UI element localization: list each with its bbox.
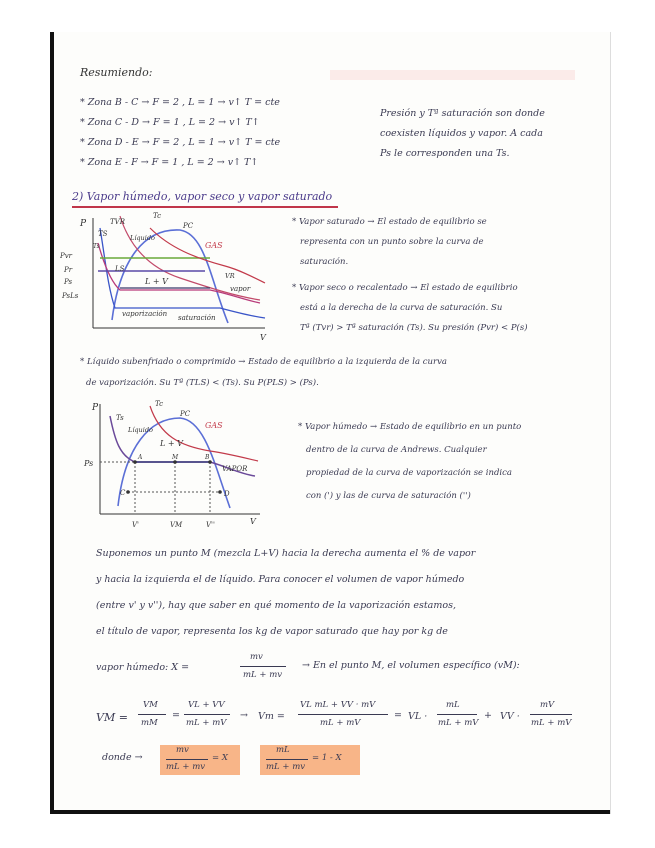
- frac-den: mL + mv: [166, 762, 206, 772]
- note-line: está a la derecha de la curva de saturación. Su: [300, 303, 503, 313]
- andrews-diagram-2: [80, 396, 270, 531]
- frac-num: mv: [250, 652, 263, 662]
- frac-num: mV: [540, 700, 555, 710]
- svg-text:D: D: [224, 490, 230, 498]
- svg-text:A: A: [138, 454, 143, 461]
- donde-label: donde →: [102, 752, 143, 763]
- svg-text:vaporización: vaporización: [122, 310, 168, 318]
- liquid-note-line: de vaporización. Su Tª (TLS) < (Ts). Su P(PLS) > (Ps).: [86, 378, 319, 388]
- svg-text:L + V: L + V: [160, 439, 183, 448]
- svg-text:Ts: Ts: [93, 243, 100, 250]
- svg-text:GAS: GAS: [205, 241, 223, 250]
- svg-text:VR: VR: [225, 272, 235, 280]
- svg-text:PC: PC: [183, 222, 194, 230]
- svg-text:Pr: Pr: [64, 266, 73, 274]
- svg-text:Ps: Ps: [64, 278, 73, 286]
- svg-text:P: P: [92, 403, 99, 413]
- note-line: representa con un punto sobre la curva de: [300, 237, 484, 247]
- svg-text:PsLs: PsLs: [62, 292, 79, 300]
- svg-text:V: V: [260, 333, 266, 342]
- fraction-bar: [184, 714, 230, 715]
- fraction-bar: [437, 714, 477, 715]
- note-line: * Vapor seco o recalentado → El estado de equilibrio: [292, 283, 518, 293]
- plus: +: [484, 710, 492, 721]
- frac-result: = 1 - X: [312, 753, 342, 763]
- svg-text:PC: PC: [180, 410, 191, 418]
- svg-text:LS: LS: [115, 265, 125, 273]
- title-definition: vapor húmedo: X =: [96, 662, 190, 673]
- frac-num: VL mL + VV · mV: [300, 700, 376, 710]
- side-note-line: Presión y Tª saturación son donde: [380, 108, 545, 119]
- eq-vl: VL ·: [408, 711, 428, 722]
- svg-text:Tc: Tc: [155, 400, 164, 408]
- svg-text:Líquido: Líquido: [128, 426, 153, 434]
- note-line: * Vapor húmedo → Estado de equilibrio en un punto: [298, 422, 522, 432]
- andrews-diagram-1: [60, 208, 275, 343]
- arrow: →: [240, 710, 248, 721]
- svg-text:V': V': [132, 521, 139, 529]
- svg-text:Pvr: Pvr: [60, 252, 73, 260]
- note-line: * Vapor saturado → El estado de equilibrio se: [292, 217, 487, 227]
- note-line: saturación.: [300, 257, 349, 267]
- frac-den: mL + mV: [438, 718, 479, 728]
- zone-line: * Zona E - F → F = 1 , L = 2 → v↑ T↑: [80, 157, 259, 168]
- frac-den: mL + mV: [531, 718, 572, 728]
- fraction-bar: [266, 759, 308, 760]
- svg-text:TVR: TVR: [110, 218, 125, 226]
- fraction-bar: [298, 714, 388, 715]
- frac-den: mL + mv: [243, 670, 283, 680]
- faint-highlight: [330, 70, 575, 80]
- note-line: propiedad de la curva de vaporización se indica: [306, 468, 512, 478]
- frac-den: mL + mV: [320, 718, 361, 728]
- svg-text:V'': V'': [206, 521, 215, 529]
- svg-text:M: M: [172, 454, 179, 461]
- paragraph-line: el título de vapor, representa los kg de vapor saturado que hay por kg de: [96, 626, 448, 637]
- frac-num: mL: [446, 700, 460, 710]
- zone-line: * Zona D - E → F = 2 , L = 1 → v↑ T = cte: [80, 137, 281, 148]
- eq-vv: VV ·: [500, 711, 520, 722]
- frac-den: mL + mV: [186, 718, 227, 728]
- note-line: Tª (Tvr) > Tª saturación (Ts). Su presión (Pvr) < P(s): [300, 323, 528, 333]
- frac-num: mL: [276, 745, 290, 755]
- eq-lhs: VM =: [96, 711, 128, 724]
- frac-num: VM: [143, 700, 158, 710]
- svg-text:VM: VM: [170, 521, 183, 529]
- fraction-bar: [530, 714, 572, 715]
- svg-text:Ts: Ts: [116, 414, 124, 422]
- zone-line: * Zona B - C → F = 2 , L = 1 → v↑ T = cte: [80, 97, 280, 108]
- fraction-bar: [138, 714, 166, 715]
- side-note-line: Ps le corresponden una Ts.: [380, 148, 510, 159]
- svg-text:saturación: saturación: [178, 314, 216, 322]
- paragraph-line: y hacia la izquierda el de líquido. Para conocer el volumen de vapor húmedo: [96, 574, 465, 585]
- frac-den: mL + mv: [266, 762, 306, 772]
- svg-text:Líquido: Líquido: [130, 234, 155, 242]
- frac-num: VL + VV: [188, 700, 225, 710]
- note-line: dentro de la curva de Andrews. Cualquier: [306, 445, 487, 455]
- zone-line: * Zona C - D → F = 1 , L = 2 → v↑ T↑: [80, 117, 260, 128]
- summary-title: Resumiendo:: [80, 66, 153, 79]
- svg-text:vapor: vapor: [230, 285, 251, 293]
- svg-text:Tc: Tc: [153, 212, 162, 220]
- axis-p: P: [80, 219, 87, 229]
- svg-text:B: B: [205, 454, 210, 461]
- svg-text:TS: TS: [98, 230, 108, 238]
- note-line: con (') y las de curva de saturación (''): [306, 491, 471, 501]
- section-title: 2) Vapor húmedo, vapor seco y vapor saturado: [72, 190, 333, 203]
- svg-text:Ps: Ps: [84, 459, 94, 468]
- svg-text:GAS: GAS: [205, 421, 223, 430]
- title-definition-tail: → En el punto M, el volumen específico (vM):: [302, 660, 520, 671]
- equals: =: [394, 710, 402, 721]
- liquid-note-line: * Líquido subenfriado o comprimido → Estado de equilibrio a la izquierda de la curva: [80, 357, 447, 367]
- frac-result: = X: [212, 753, 228, 763]
- svg-text:VAPOR: VAPOR: [222, 465, 248, 473]
- eq-vm: Vm =: [258, 711, 285, 722]
- equals: =: [172, 710, 180, 721]
- fraction-bar: [240, 666, 286, 667]
- paragraph-line: (entre v' y v''), hay que saber en qué momento de la vaporización estamos,: [96, 600, 456, 611]
- fraction-bar: [166, 759, 208, 760]
- paragraph-line: Suponemos un punto M (mezcla L+V) hacia la derecha aumenta el % de vapor: [96, 548, 476, 559]
- svg-text:C: C: [120, 489, 126, 497]
- svg-text:L + V: L + V: [145, 277, 168, 286]
- svg-text:V: V: [250, 517, 256, 526]
- frac-num: mv: [176, 745, 189, 755]
- side-note-line: coexisten líquidos y vapor. A cada: [380, 128, 543, 139]
- frac-den: mM: [141, 718, 158, 728]
